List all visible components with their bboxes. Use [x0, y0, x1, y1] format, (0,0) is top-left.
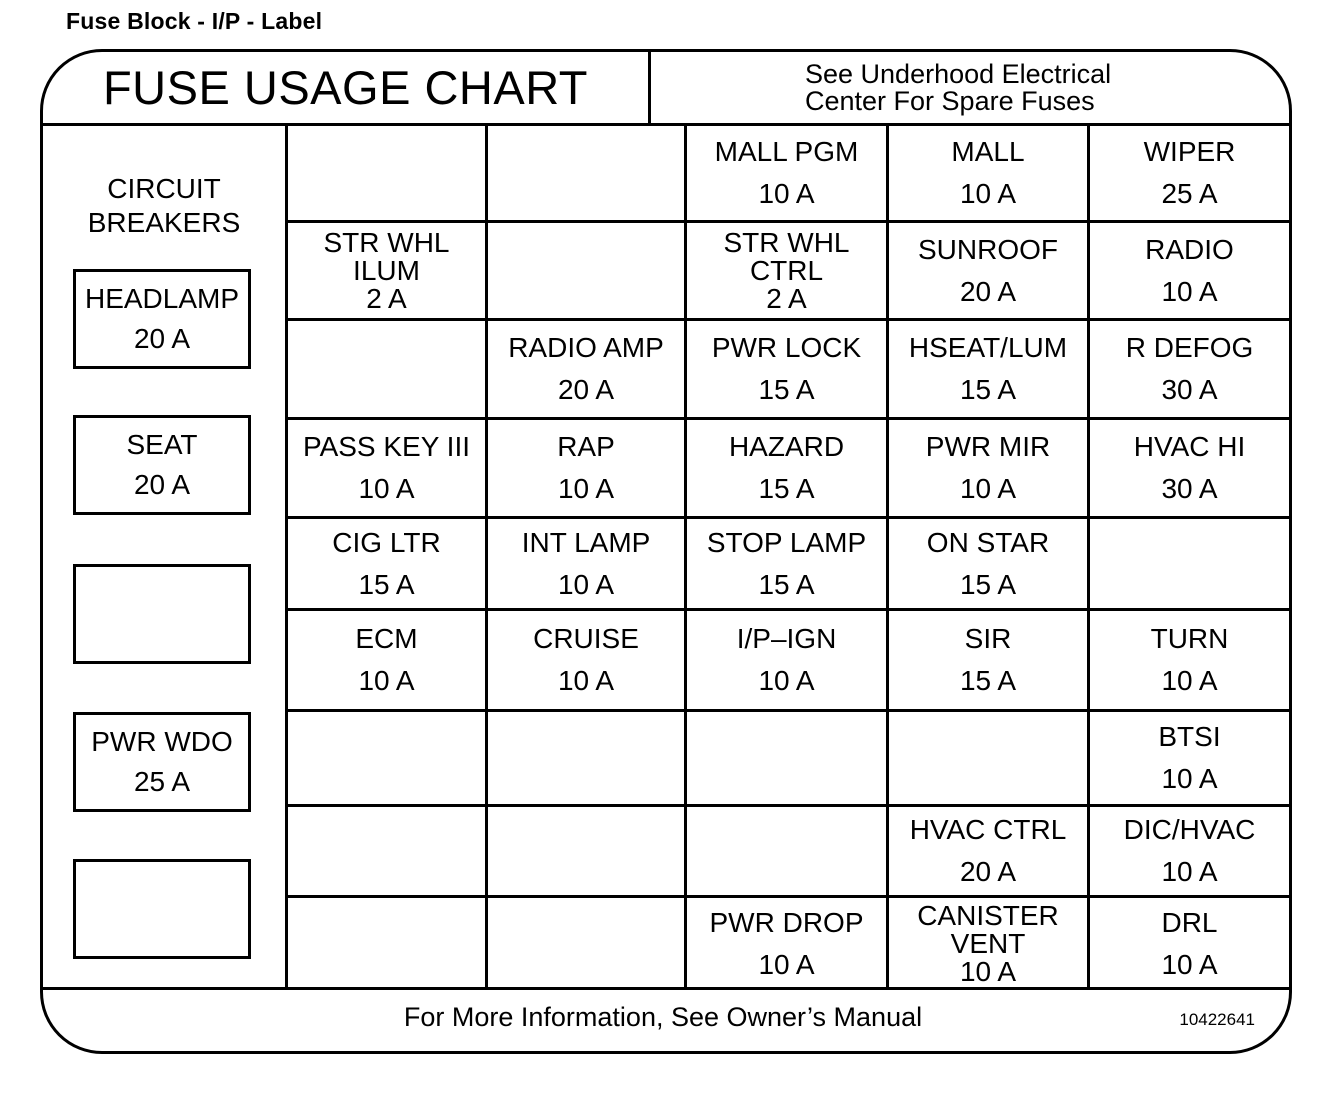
fuse-name: CRUISE — [533, 623, 639, 654]
spare-fuses-note — [651, 52, 1289, 123]
fuse-cell-on-star — [889, 519, 1090, 611]
fuse-amp: 10 A — [758, 178, 815, 209]
fuse-cell-int-lamp — [488, 519, 687, 611]
fuse-cell-mall — [889, 126, 1090, 223]
fuse-cell — [288, 321, 488, 420]
fuse-name: SUNROOF — [918, 233, 1058, 265]
fuse-name: BTSI — [1158, 721, 1221, 752]
fuse-amp: 10 A — [358, 665, 415, 696]
fuse-name: PWR LOCK — [711, 332, 862, 363]
fuse-name: HVAC HI — [1133, 431, 1246, 462]
note-line-1: See Underhood Electrical — [805, 58, 1112, 89]
fuse-amp: 30 A — [1161, 473, 1218, 504]
fuse-amp: 10 A — [959, 178, 1017, 209]
breaker-name: HEADLAMP — [84, 283, 240, 314]
fuse-amp: 10 A — [358, 473, 415, 504]
fuse-cell — [889, 712, 1090, 807]
fuse-amp: 20 A — [959, 275, 1017, 307]
circuit-breakers-panel — [43, 126, 288, 990]
fuse-name: SIR — [964, 623, 1012, 654]
fuse-amp: 2 A — [766, 282, 807, 314]
fuse-cell — [288, 712, 488, 807]
fuse-name: CIG LTR — [332, 526, 441, 558]
fuse-amp: 10 A — [1161, 665, 1218, 696]
fuse-cell-pwr-mir — [889, 420, 1090, 519]
fuse-cell — [288, 898, 488, 990]
note-line-2: Center For Spare Fuses — [805, 85, 1095, 116]
fuse-amp: 15 A — [758, 568, 815, 600]
breaker-name: PWR WDO — [91, 726, 233, 757]
fuse-name-line-1: STR WHL — [323, 226, 450, 258]
fuse-grid — [288, 126, 1289, 990]
fuse-amp: 15 A — [959, 374, 1017, 405]
breaker-headlamp — [73, 269, 251, 369]
fuse-cell-dic-hvac — [1090, 807, 1289, 898]
fuse-cell-r-defog — [1090, 321, 1289, 420]
fuse-cell-hazard — [687, 420, 889, 519]
fuse-name: MALL — [951, 136, 1025, 167]
fuse-cell — [687, 807, 889, 898]
fuse-cell-pwr-lock — [687, 321, 889, 420]
fuse-name: WIPER — [1143, 136, 1236, 167]
fuse-name: ON STAR — [926, 526, 1050, 558]
breaker-seat — [73, 415, 251, 515]
fuse-name: TURN — [1150, 623, 1229, 654]
cb-title-line-2: BREAKERS — [87, 207, 241, 238]
fuse-cell — [288, 126, 488, 223]
fuse-amp: 15 A — [758, 473, 815, 504]
fuse-name: PASS KEY III — [302, 431, 471, 462]
fuse-name: DRL — [1161, 907, 1218, 938]
breaker-empty-slot — [73, 859, 251, 959]
fuse-name: RADIO AMP — [508, 332, 664, 363]
fuse-amp: 15 A — [358, 568, 415, 600]
breaker-name: SEAT — [126, 429, 198, 460]
fuse-amp: 10 A — [1161, 275, 1218, 307]
fuse-amp: 15 A — [959, 665, 1017, 696]
breaker-pwr-wdo — [73, 712, 251, 812]
fuse-name: RADIO — [1145, 233, 1234, 265]
fuse-cell — [488, 807, 687, 898]
fuse-cell — [488, 223, 687, 321]
fuse-name: HVAC CTRL — [909, 814, 1067, 845]
fuse-name: PWR DROP — [709, 907, 864, 938]
fuse-usage-label — [40, 49, 1292, 1054]
breaker-amp: 25 A — [133, 766, 191, 797]
fuse-name: MALL PGM — [714, 136, 859, 167]
owners-manual-note: For More Information, See Owner’s Manual — [403, 1002, 923, 1032]
fuse-cell-str-whl-ilum — [288, 223, 488, 321]
fuse-cell-pass-key — [288, 420, 488, 519]
fuse-amp: 10 A — [959, 473, 1017, 504]
fuse-cell-rap — [488, 420, 687, 519]
fuse-cell-cig-ltr — [288, 519, 488, 611]
fuse-cell-hseat-lum — [889, 321, 1090, 420]
fuse-cell-hvac-hi — [1090, 420, 1289, 519]
fuse-name: ECM — [355, 623, 418, 654]
cb-title-line-1: CIRCUIT — [107, 173, 221, 204]
label-footer — [43, 987, 1289, 1051]
fuse-name-line-1: CANISTER — [917, 900, 1059, 931]
fuse-amp: 10 A — [1161, 949, 1218, 980]
breaker-empty-slot — [73, 564, 251, 664]
fuse-name-line-2: ILUM — [353, 254, 420, 286]
fuse-cell-canister-vent — [889, 898, 1090, 990]
fuse-name-line-1: STR WHL — [723, 226, 850, 258]
fuse-cell — [488, 126, 687, 223]
fuse-cell-str-whl-ctrl — [687, 223, 889, 321]
fuse-amp: 10 A — [1161, 856, 1218, 887]
fuse-name: RAP — [557, 431, 615, 462]
fuse-amp: 10 A — [557, 665, 615, 696]
fuse-name: HAZARD — [728, 431, 845, 462]
fuse-cell-mall-pgm — [687, 126, 889, 223]
fuse-cell — [288, 807, 488, 898]
fuse-name: HSEAT/LUM — [908, 332, 1068, 363]
fuse-cell-wiper — [1090, 126, 1289, 223]
fuse-cell-pwr-drop — [687, 898, 889, 990]
fuse-name: R DEFOG — [1125, 332, 1254, 363]
fuse-amp: 15 A — [758, 374, 815, 405]
fuse-amp: 10 A — [758, 665, 815, 696]
fuse-name: DIC/HVAC — [1123, 814, 1256, 845]
fuse-cell-drl — [1090, 898, 1289, 990]
fuse-amp: 10 A — [1161, 763, 1218, 794]
fuse-cell-radio — [1090, 223, 1289, 321]
fuse-amp: 10 A — [959, 956, 1017, 987]
page-caption: Fuse Block - I/P - Label — [66, 8, 323, 34]
label-body — [43, 126, 1289, 990]
fuse-amp: 25 A — [1161, 178, 1218, 209]
fuse-amp: 15 A — [959, 568, 1017, 600]
fuse-cell-cruise — [488, 611, 687, 712]
fuse-cell-radio-amp — [488, 321, 687, 420]
fuse-cell-sunroof — [889, 223, 1090, 321]
fuse-amp: 20 A — [557, 374, 615, 405]
fuse-cell — [488, 898, 687, 990]
fuse-amp: 10 A — [758, 949, 815, 980]
fuse-amp: 10 A — [557, 473, 615, 504]
fuse-amp: 20 A — [959, 856, 1017, 887]
fuse-name-line-2: VENT — [950, 928, 1026, 959]
fuse-cell-hvac-ctrl — [889, 807, 1090, 898]
fuse-name: I/P–IGN — [736, 623, 837, 654]
fuse-name: STOP LAMP — [706, 526, 867, 558]
fuse-cell-turn — [1090, 611, 1289, 712]
chart-title: FUSE USAGE CHART — [43, 52, 651, 123]
fuse-cell — [1090, 519, 1289, 611]
fuse-name: INT LAMP — [521, 526, 651, 558]
fuse-amp: 2 A — [366, 282, 407, 314]
fuse-cell-ip-ign — [687, 611, 889, 712]
fuse-cell-btsi — [1090, 712, 1289, 807]
part-number: 10422641 — [1179, 1010, 1255, 1029]
fuse-name: PWR MIR — [925, 431, 1051, 462]
fuse-amp: 10 A — [557, 568, 615, 600]
fuse-cell-sir — [889, 611, 1090, 712]
fuse-amp: 30 A — [1161, 374, 1218, 405]
fuse-name-line-2: CTRL — [749, 254, 824, 286]
fuse-cell — [488, 712, 687, 807]
circuit-breakers-title — [43, 172, 285, 240]
fuse-cell-ecm — [288, 611, 488, 712]
breaker-amp: 20 A — [133, 323, 191, 354]
breaker-amp: 20 A — [133, 469, 191, 500]
label-header — [43, 52, 1289, 126]
fuse-cell — [687, 712, 889, 807]
fuse-cell-stop-lamp — [687, 519, 889, 611]
